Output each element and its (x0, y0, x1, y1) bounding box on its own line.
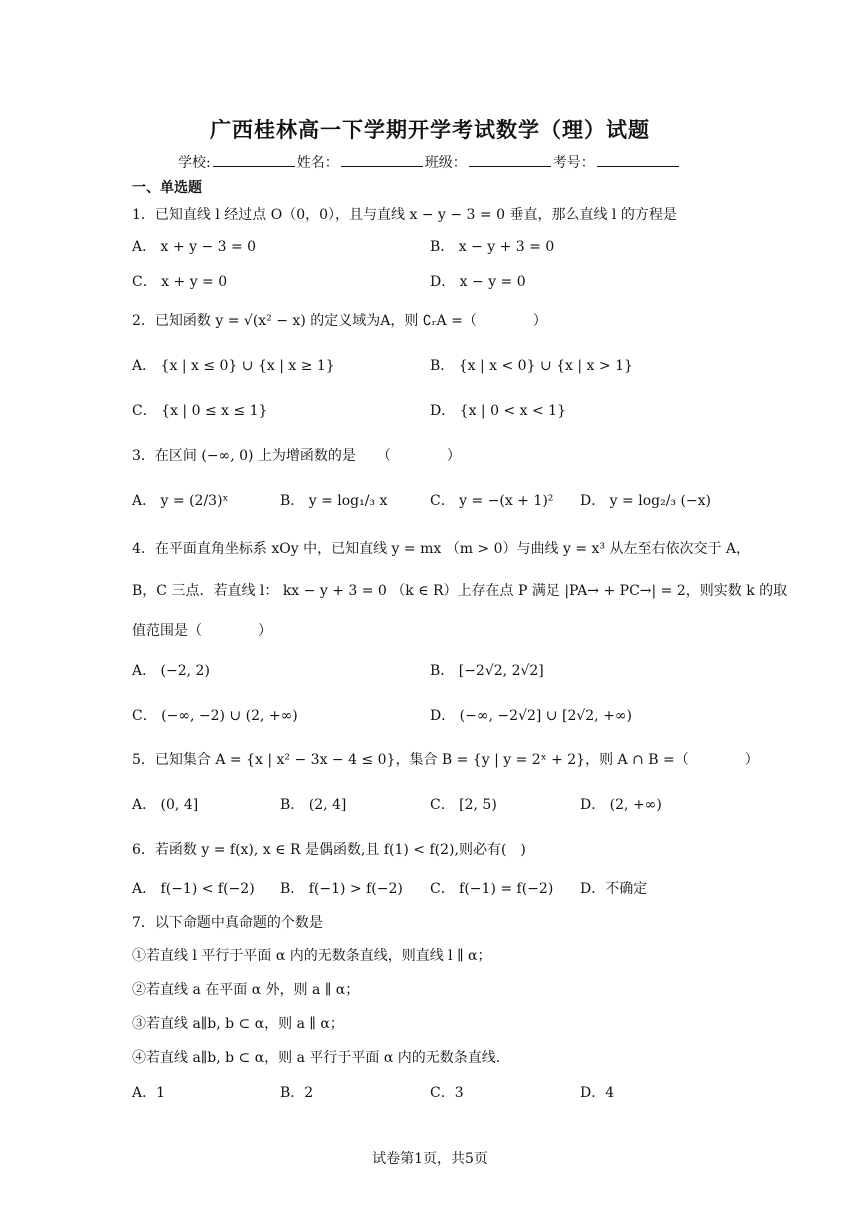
question-7-option-a: A．1 (132, 1085, 166, 1101)
question-7-option-b: B．2 (280, 1085, 314, 1101)
question-5-option-d: D． (2, +∞) (580, 797, 662, 813)
question-3-stem: 3．在区间 (−∞, 0) 上为增函数的是 （ ） (132, 448, 461, 464)
question-1-option-d: D． x − y = 0 (430, 274, 526, 290)
page-footer: 试卷第1页，共5页 (372, 1151, 488, 1167)
question-6-option-b: B． f(−1) > f(−2) (280, 881, 403, 897)
question-5-option-c: C． [2, 5) (430, 797, 497, 813)
question-3-option-d: D． y = log₂/₃ (−x) (580, 493, 712, 509)
student-info-line (178, 152, 681, 172)
question-5-option-b: B． (2, 4] (280, 797, 347, 813)
question-1-option-a: A． x + y − 3 = 0 (132, 239, 257, 255)
exam-no-blank (597, 153, 679, 167)
question-3-option-a: A． y = (2/3)ˣ (132, 493, 229, 509)
question-7-statement-4: ④若直线 a∥b, b ⊂ α，则 a 平行于平面 α 内的无数条直线. (132, 1050, 501, 1066)
question-2-option-d: D． {x | 0 < x < 1} (430, 403, 566, 419)
question-7-option-c: C．3 (430, 1085, 464, 1101)
class-label: 班级： (424, 155, 467, 171)
question-4-option-d: D． (−∞, −2√2] ∪ [2√2, +∞) (430, 708, 632, 724)
class-blank (469, 153, 551, 167)
question-4-option-b: B． [−2√2, 2√2] (430, 663, 544, 679)
question-6-option-d: D．不确定 (580, 881, 648, 897)
question-5-option-a: A． (0, 4] (132, 797, 199, 813)
question-1-option-b: B． x − y + 3 = 0 (430, 239, 555, 255)
question-3-option-c: C． y = −(x + 1)² (430, 493, 554, 509)
question-3-option-b: B． y = log₁/₃ x (280, 493, 388, 509)
school-blank (213, 153, 295, 167)
exam-no-label: 考号： (552, 155, 595, 171)
question-6-option-a: A． f(−1) < f(−2) (132, 881, 255, 897)
question-7-stem: 7．以下命题中真命题的个数是 (132, 915, 323, 931)
question-7-statement-2: ②若直线 a 在平面 α 外，则 a ∥ α； (132, 982, 360, 998)
question-2-stem: 2．已知函数 y = √(x² − x) 的定义域为A，则 ∁ᵣA =（ ） (132, 313, 547, 329)
question-6-option-c: C． f(−1) = f(−2) (430, 881, 554, 897)
school-label: 学校: (178, 155, 211, 171)
question-2-option-a: A． {x | x ≤ 0} ∪ {x | x ≥ 1} (132, 358, 335, 374)
question-2-option-c: C． {x | 0 ≤ x ≤ 1} (132, 403, 268, 419)
question-7-statement-1: ①若直线 l 平行于平面 α 内的无数条直线，则直线 l ∥ α； (132, 948, 492, 964)
question-5-stem: 5．已知集合 A = {x | x² − 3x − 4 ≤ 0}，集合 B = {y | y = 2ˣ + 2}，则 A ∩ B =（ ） (132, 752, 759, 768)
question-2-option-b: B． {x | x < 0} ∪ {x | x > 1} (430, 358, 633, 374)
question-1-option-c: C． x + y = 0 (132, 274, 228, 290)
name-label: 姓名： (296, 155, 339, 171)
page-title: 广西桂林高一下学期开学考试数学（理）试题 (210, 118, 650, 142)
question-1-stem: 1．已知直线 l 经过点 O（0，0），且与直线 x − y − 3 = 0 垂直，那么直线 l 的方程是 (132, 207, 677, 223)
question-6-stem: 6．若函数 y = f(x), x ∈ R 是偶函数,且 f(1) < f(2),则必有( ) (132, 842, 526, 858)
question-4-stem-line-2: B，C 三点．若直线 l： kx − y + 3 = 0 （k ∈ R）上存在点 P 满足 |PA→ + PC→| = 2，则实数 k 的取 (132, 583, 788, 599)
question-4-option-c: C． (−∞, −2) ∪ (2, +∞) (132, 708, 298, 724)
question-4-stem-line-1: 4．在平面直角坐标系 xOy 中，已知直线 y = mx （m > 0）与曲线 y = x³ 从左至右依次交于 A， (132, 541, 751, 557)
question-7-option-d: D．4 (580, 1085, 615, 1101)
question-4-option-a: A． (−2, 2) (132, 663, 210, 679)
question-7-statement-3: ③若直线 a∥b, b ⊂ α，则 a ∥ α； (132, 1016, 344, 1032)
name-blank (341, 153, 423, 167)
question-4-stem-line-3: 值范围是（ ） (132, 623, 272, 639)
section-heading: 一、单选题 (132, 180, 202, 196)
